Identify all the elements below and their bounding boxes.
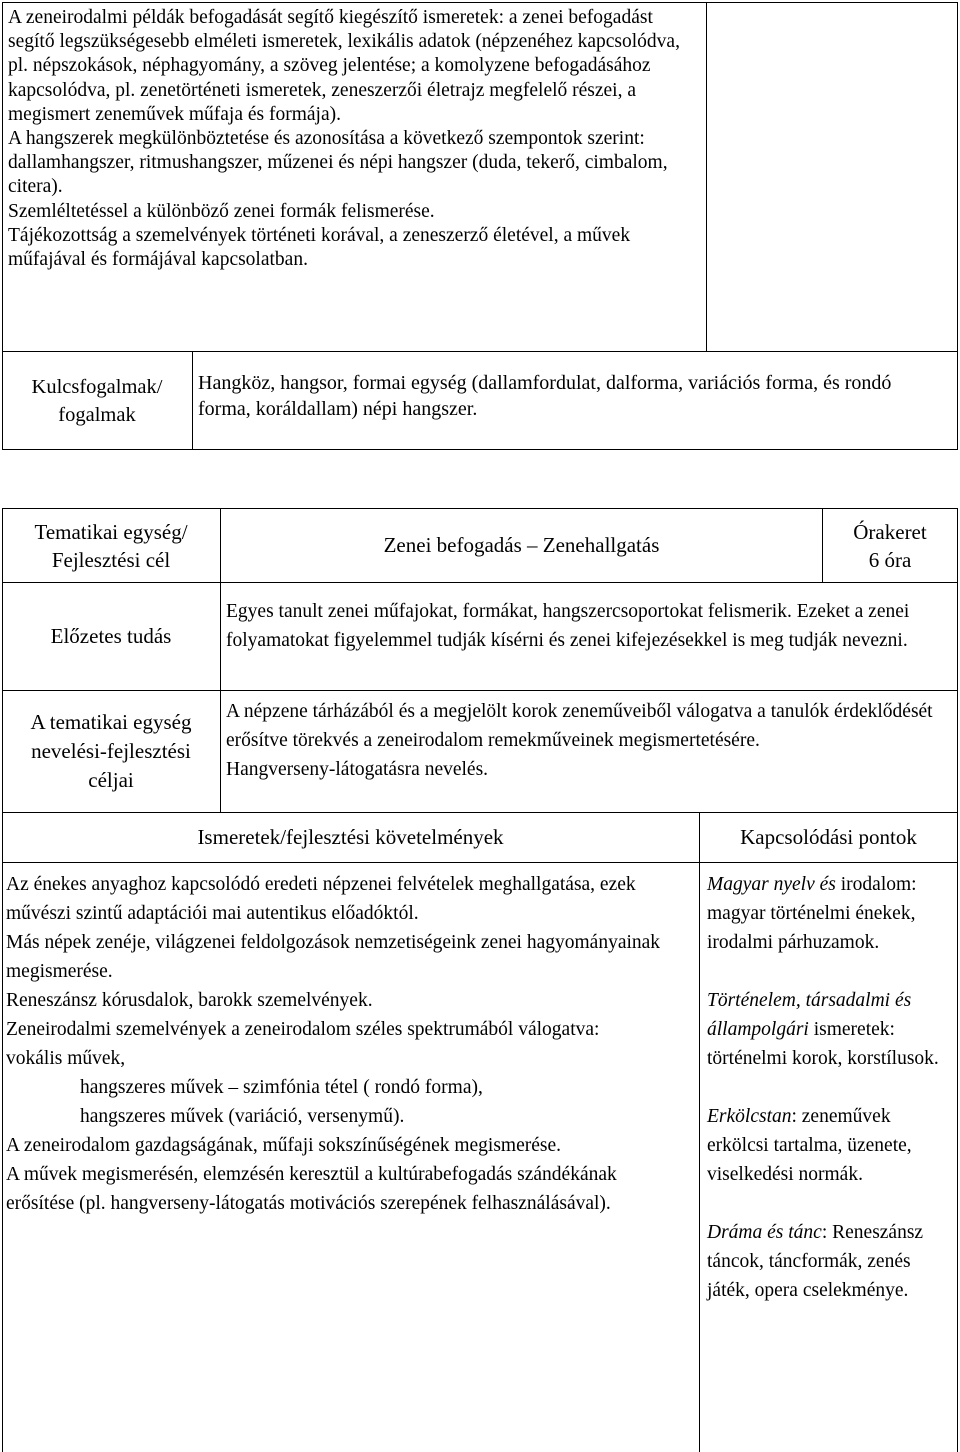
goals-label-line: céljai [88, 768, 134, 792]
goals-paragraph: Hangverseny-látogatásra nevelés. [226, 759, 489, 780]
connection-text: Reneszánsz táncok, táncformák, zenés játék, opera cselekménye. [707, 1222, 924, 1301]
connection-subject-suffix: ismeretek: [813, 1019, 895, 1040]
goals-text [226, 697, 942, 784]
thematic-unit-label-line: Tematikai egység/ [34, 519, 188, 544]
connections-column-header: Kapcsolódási pontok [740, 825, 917, 849]
thematic-unit-label [2, 509, 220, 582]
connection-subject: Erkölcstan [707, 1106, 792, 1127]
goals-label-line: nevelési-fejlesztési [31, 739, 191, 763]
hours-cell [823, 509, 957, 582]
key-concepts-label [2, 352, 192, 449]
goals-paragraph: A népzene tárházából és a megjelölt korok zeneműveiből válogatva a tanulók érdeklődését erősítve törekvés a zeneirodalom remekműveinek megismertetésére. [226, 701, 933, 751]
requirement-item: A művek megismerésén, elemzésén keresztül a kultúrabefogadás szándékának erősítése (pl. hangverseny-látogatás motivációs szerepének felhasználásával). [6, 1164, 617, 1214]
paragraph: Tájékozottság a szemelvények történeti korával, a zeneszerző életével, a művek műfajával és formájával kapcsolatban. [8, 224, 631, 271]
requirement-item: vokális művek, [6, 1048, 126, 1069]
paragraph: A hangszerek megkülönböztetése és azonosítása a következő szempontok szerint: dallamhangszer, ritmushangszer, műzenei és népi hangszer (duda, tekerő, cimbalom, citera). [8, 128, 668, 198]
connection-item [707, 1218, 953, 1305]
requirement-item: Az énekes anyaghoz kapcsolódó eredeti népzenei felvételek meghallgatása, ezek művészi szintű adaptációi mai autentikus előadóktól. [6, 874, 636, 924]
connection-subject-suffix: : [821, 1222, 828, 1243]
paragraph: A zeneirodalmi példák befogadását segítő kiegészítő ismeretek: a zenei befogadást segítő legszükségesebb elméleti ismeretek, lexikális adatok (népzenéhez kapcsolódva, pl. népszokások, néphagyomány, a szöveg jelentése; a komolyzene befogadásához kapcsolódva, pl. zenetörténeti ismeretek, zeneszerzői életrajz megfelelő részei, a megismert zeneművek műfaja és formája). [8, 7, 680, 125]
development-requirements-text [8, 6, 703, 272]
connection-text: zeneművek erkölcsi tartalma, üzenete, viselkedési normák. [707, 1106, 912, 1185]
requirement-item: Reneszánsz kórusdalok, barokk szemelvények. [6, 990, 373, 1011]
connection-subject-suffix: : [791, 1106, 797, 1127]
goals-label [2, 691, 220, 812]
requirement-item: Más népek zenéje, világzenei feldolgozások nemzetiségeink zenei hagyományainak megismerése. [6, 932, 661, 982]
requirements-column-header: Ismeretek/fejlesztési követelmények [197, 825, 504, 849]
connections-content [707, 870, 953, 1305]
key-concepts-text: Hangköz, hangsor, formai egység (dallamfordulat, dalforma, variációs forma, és rondó forma, koráldallam) népi hangszer. [198, 372, 892, 420]
connection-subject: Magyar nyelv és [707, 874, 836, 895]
connection-item [707, 1102, 953, 1189]
connection-subject: Történelem, társadalmi és állampolgári [707, 990, 912, 1040]
connection-item [707, 986, 953, 1073]
hours-value: 6 óra [868, 547, 912, 572]
thematic-unit-label-line: Fejlesztési cél [51, 547, 171, 572]
connection-text: történelmi korok, korstílusok. [707, 1048, 939, 1069]
requirement-item: Zeneirodalmi szemelvények a zeneirodalom széles spektrumából válogatva: [6, 1019, 600, 1040]
prior-knowledge-text: Egyes tanult zenei műfajokat, formákat, hangszercsoportokat felismerik. Ezeket a zenei folyamatokat figyelemmel tudják kísérni és zenei kifejezésekkel is meg tudják nevezni. [226, 601, 910, 651]
key-concepts-label-line: Kulcsfogalmak/ [31, 375, 163, 398]
paragraph: Szemléltetéssel a különböző zenei formák felismerése. [8, 200, 435, 222]
connection-text: magyar történelmi énekek, irodalmi párhuzamok. [707, 903, 916, 953]
connection-item [707, 870, 953, 957]
unit-title: Zenei befogadás – Zenehallgatás [383, 533, 660, 557]
prior-knowledge-label: Előzetes tudás [50, 624, 172, 648]
connection-subject: Dráma és tánc [707, 1222, 822, 1243]
connection-subject-suffix: irodalom: [840, 874, 917, 895]
hours-label: Órakeret [853, 519, 927, 544]
goals-label-line: A tematikai egység [30, 710, 192, 734]
requirement-item: hangszeres művek – szimfónia tétel ( rondó forma), [80, 1077, 483, 1098]
requirement-item: A zeneirodalom gazdagságának, műfaji sokszínűségének megismerése. [6, 1135, 562, 1156]
requirement-item: hangszeres művek (variáció, versenymű). [80, 1106, 405, 1127]
requirements-content [6, 870, 684, 1218]
key-concepts-label-line: fogalmak [58, 403, 136, 426]
